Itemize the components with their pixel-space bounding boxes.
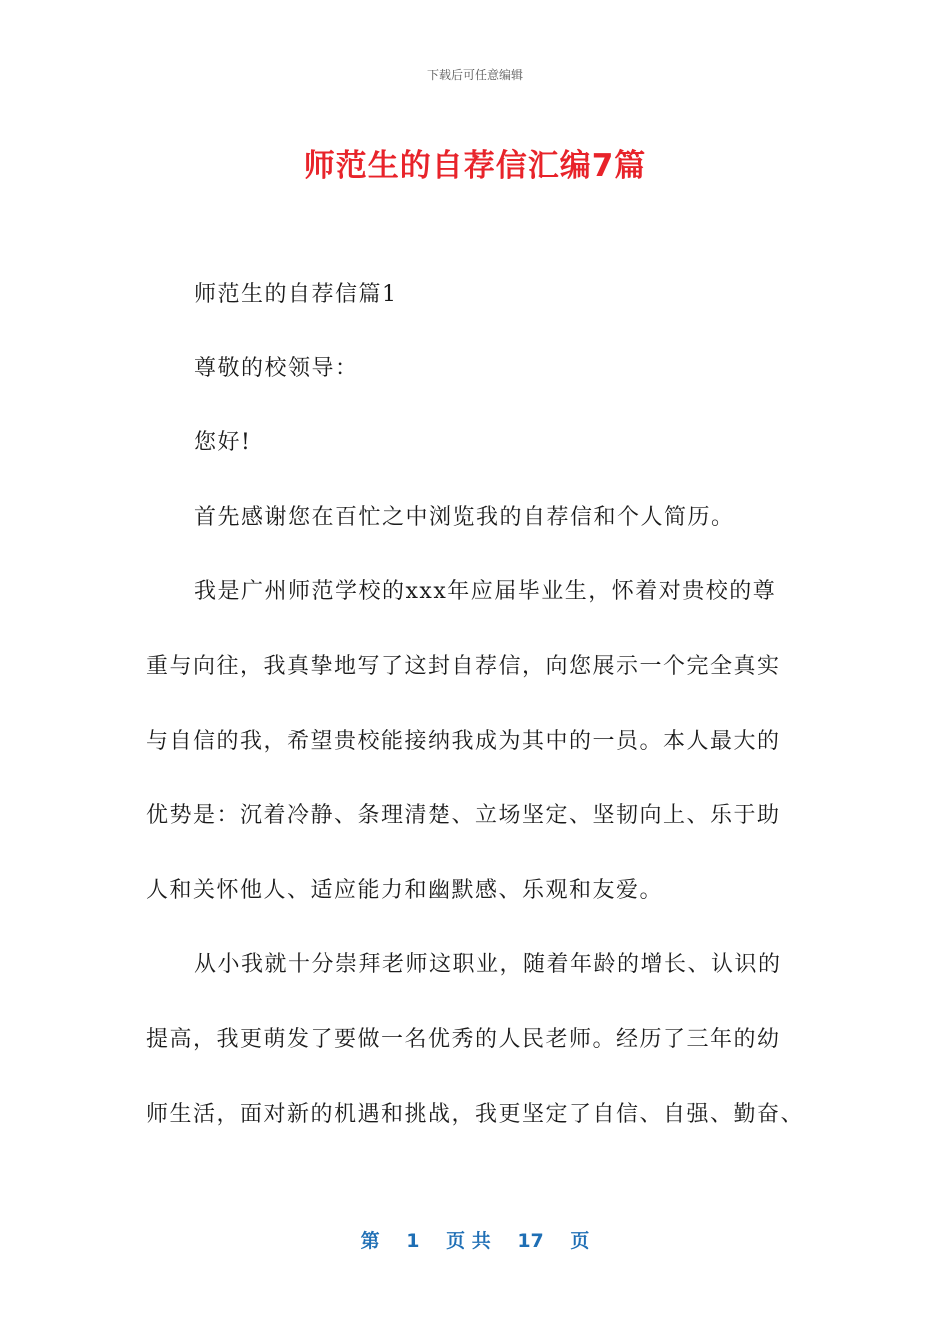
- current-page-number: 1: [406, 1230, 420, 1252]
- section-heading: 师范生的自荐信篇1: [194, 282, 398, 307]
- paragraph-line: 提高，我更萌发了要做一名优秀的人民老师。经历了三年的幼: [146, 1027, 781, 1052]
- paragraph-line: 从小我就十分崇拜老师这职业，随着年龄的增长、认识的: [194, 952, 782, 977]
- total-pages-number: 17: [517, 1230, 544, 1252]
- paragraph-line: 首先感谢您在百忙之中浏览我的自荐信和个人简历。: [194, 505, 735, 530]
- paragraph-line: 优势是：沉着冷静、条理清楚、立场坚定、坚韧向上、乐于助: [146, 803, 781, 828]
- paragraph-line: 人和关怀他人、适应能力和幽默感、乐观和友爱。: [146, 878, 664, 903]
- salutation: 尊敬的校领导：: [194, 356, 359, 381]
- document-title: 师范生的自荐信汇编7篇: [303, 148, 647, 184]
- greeting: 您好!: [194, 430, 252, 455]
- paragraph-line: 师生活，面对新的机遇和挑战，我更坚定了自信、自强、勤奋、: [146, 1102, 805, 1127]
- footer-prefix: 第: [360, 1230, 380, 1252]
- page-number-footer: [0, 1226, 950, 1253]
- footer-middle: 页 共: [446, 1230, 491, 1252]
- footer-suffix: 页: [570, 1230, 590, 1252]
- page-header-note: 下载后可任意编辑: [426, 68, 523, 82]
- paragraph-line: 重与向往，我真挚地写了这封自荐信，向您展示一个完全真实: [146, 654, 781, 679]
- paragraph-line: 我是广州师范学校的xxx年应届毕业生，怀着对贵校的尊: [194, 579, 777, 604]
- paragraph-line: 与自信的我，希望贵校能接纳我成为其中的一员。本人最大的: [146, 729, 781, 754]
